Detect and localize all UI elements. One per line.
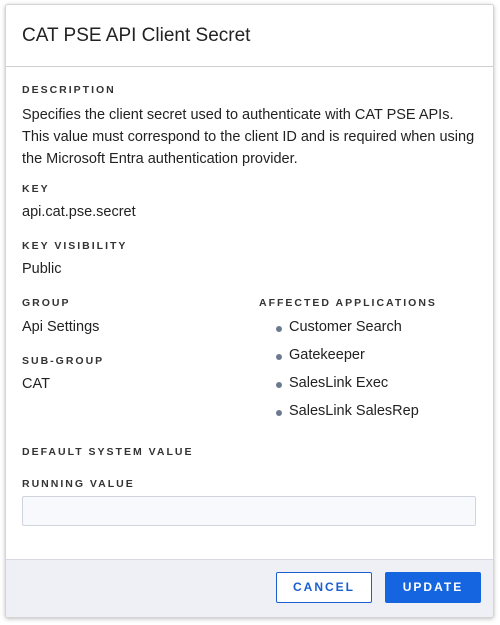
- default-system-value-label: DEFAULT SYSTEM VALUE: [22, 446, 194, 458]
- key-visibility-label: KEY VISIBILITY: [22, 240, 128, 252]
- setting-dialog: [5, 4, 494, 618]
- group-label: GROUP: [22, 297, 71, 309]
- running-value-label: RUNNING VALUE: [22, 478, 135, 490]
- affected-applications-label: AFFECTED APPLICATIONS: [259, 297, 437, 309]
- dialog-title: CAT PSE API Client Secret: [22, 25, 251, 46]
- group-value: Api Settings: [22, 319, 100, 335]
- key-label: KEY: [22, 183, 50, 195]
- affected-applications-list: [276, 319, 419, 431]
- sub-group-value: CAT: [22, 376, 50, 392]
- key-visibility-value: Public: [22, 261, 62, 277]
- dialog-header: [6, 5, 493, 67]
- application-name: Customer Search: [289, 319, 402, 335]
- cancel-button[interactable]: CANCEL: [276, 572, 372, 603]
- key-value: api.cat.pse.secret: [22, 204, 136, 220]
- application-name: SalesLink Exec: [289, 375, 389, 391]
- application-name: Gatekeeper: [289, 347, 365, 363]
- application-name: SalesLink SalesRep: [289, 403, 419, 419]
- list-item: [276, 347, 419, 375]
- list-item: [276, 403, 419, 431]
- bullet-icon: [276, 326, 282, 332]
- bullet-icon: [276, 382, 282, 388]
- description-label: DESCRIPTION: [22, 84, 116, 96]
- list-item: [276, 375, 419, 403]
- bullet-icon: [276, 354, 282, 360]
- bullet-icon: [276, 410, 282, 416]
- sub-group-label: SUB-GROUP: [22, 355, 105, 367]
- update-button[interactable]: UPDATE: [385, 572, 481, 603]
- description-text: Specifies the client secret used to authenticate with CAT PSE APIs. This value must correspond to the client ID and is required when using the Microsoft Entra authentication provider.: [22, 107, 475, 167]
- running-value-input[interactable]: [22, 496, 476, 526]
- dialog-footer: [6, 559, 493, 617]
- list-item: [276, 319, 419, 347]
